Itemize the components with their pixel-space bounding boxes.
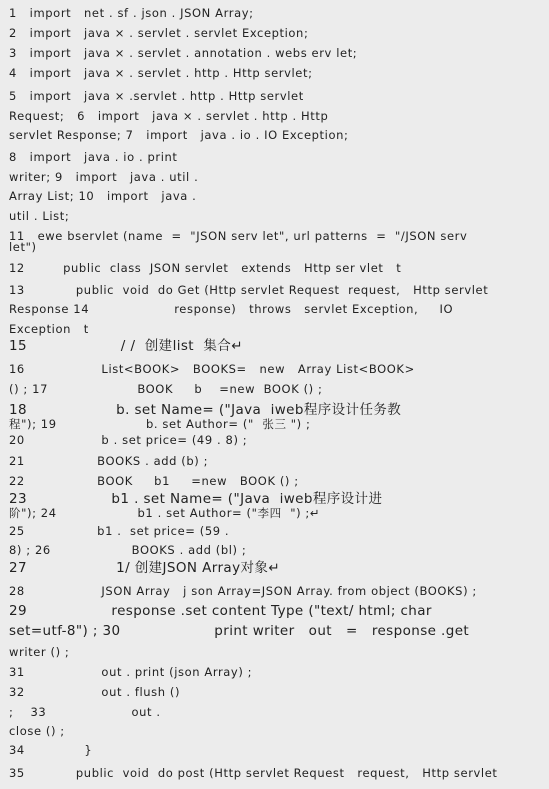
code-line-31: 31 out . print (json Array) ; xyxy=(9,665,253,679)
code-line-14-cont: Exception t xyxy=(9,322,89,336)
code-line-25-26: 8) ; 26 BOOKS . add (bl) ; xyxy=(9,543,247,557)
code-line-35: 35 public void do post (Http servlet Request request, Http servlet xyxy=(9,766,498,780)
code-line-29-30: set=utf-8") ; 30 print writer out = response .get xyxy=(9,623,470,639)
code-line-18-19: 程"); 19 b. set Author= (" 张三 ") ; xyxy=(9,417,311,431)
code-line-8-9: writer; 9 import java . util . xyxy=(9,170,199,184)
code-line-5: 5 import java × .servlet . http . Http servlet xyxy=(9,89,304,103)
code-line-15: 15 / / 创建list 集合↵ xyxy=(9,338,243,354)
code-line-30-cont: writer () ; xyxy=(9,645,70,659)
code-line-33-cont: close () ; xyxy=(9,724,65,738)
code-line-6-7: servlet Response; 7 import java . io . IO Exception; xyxy=(9,128,349,142)
code-line-22: 22 BOOK b1 =new BOOK () ; xyxy=(9,474,299,488)
code-line-13-14: Response 14 response) throws servlet Exception, IO xyxy=(9,302,454,316)
code-line-20: 20 b . set price= (49 . 8) ; xyxy=(9,433,248,447)
code-line-34: 34 } xyxy=(9,743,93,757)
code-line-23: 23 b1 . set Name= ("Java iweb程序设计进 xyxy=(9,491,383,507)
code-line-5-cont: Request; 6 import java × . servlet . http . Http xyxy=(9,109,329,123)
code-line-2: 2 import java × . servlet . servlet Exception; xyxy=(9,26,309,40)
code-line-28: 28 JSON Array j son Array=JSON Array. from object (BOOKS) ; xyxy=(9,584,477,598)
code-line-16: 16 List<BOOK> BOOKS= new Array List<BOOK> xyxy=(9,362,415,376)
code-line-11-cont: let") xyxy=(9,240,37,254)
code-line-32-33: ; 33 out . xyxy=(9,705,161,719)
code-line-9-10: Array List; 10 import java . xyxy=(9,189,197,203)
code-line-13: 13 public void do Get (Http servlet Request request, Http servlet xyxy=(9,283,489,297)
code-line-10-cont: util . List; xyxy=(9,209,70,223)
code-line-23-24: 阶"); 24 b1 . set Author= ("李四 ") ;↵ xyxy=(9,506,321,520)
code-line-8: 8 import java . io . print xyxy=(9,150,178,164)
code-line-3: 3 import java × . servlet . annotation . webs erv let; xyxy=(9,46,358,60)
code-line-29: 29 response .set content Type ("text/ html; char xyxy=(9,603,432,619)
code-line-27: 27 1/ 创建JSON Array对象↵ xyxy=(9,560,280,576)
code-line-21: 21 BOOKS . add (b) ; xyxy=(9,454,209,468)
code-line-32: 32 out . flush () xyxy=(9,685,181,699)
code-line-18: 18 b. set Name= ("Java iweb程序设计任务教 xyxy=(9,402,402,418)
code-line-25: 25 b1 . set price= (59 . xyxy=(9,524,230,538)
code-line-12: 12 public class JSON servlet extends Http ser vlet t xyxy=(9,261,402,275)
code-line-1: 1 import net . sf . json . JSON Array; xyxy=(9,6,254,20)
code-line-11: 11 ewe bservlet (name = "JSON serv let", url patterns = "/JSON serv xyxy=(9,229,468,243)
code-line-4: 4 import java × . servlet . http . Http servlet; xyxy=(9,66,313,80)
code-line-16-17: () ; 17 BOOK b =new BOOK () ; xyxy=(9,382,323,396)
